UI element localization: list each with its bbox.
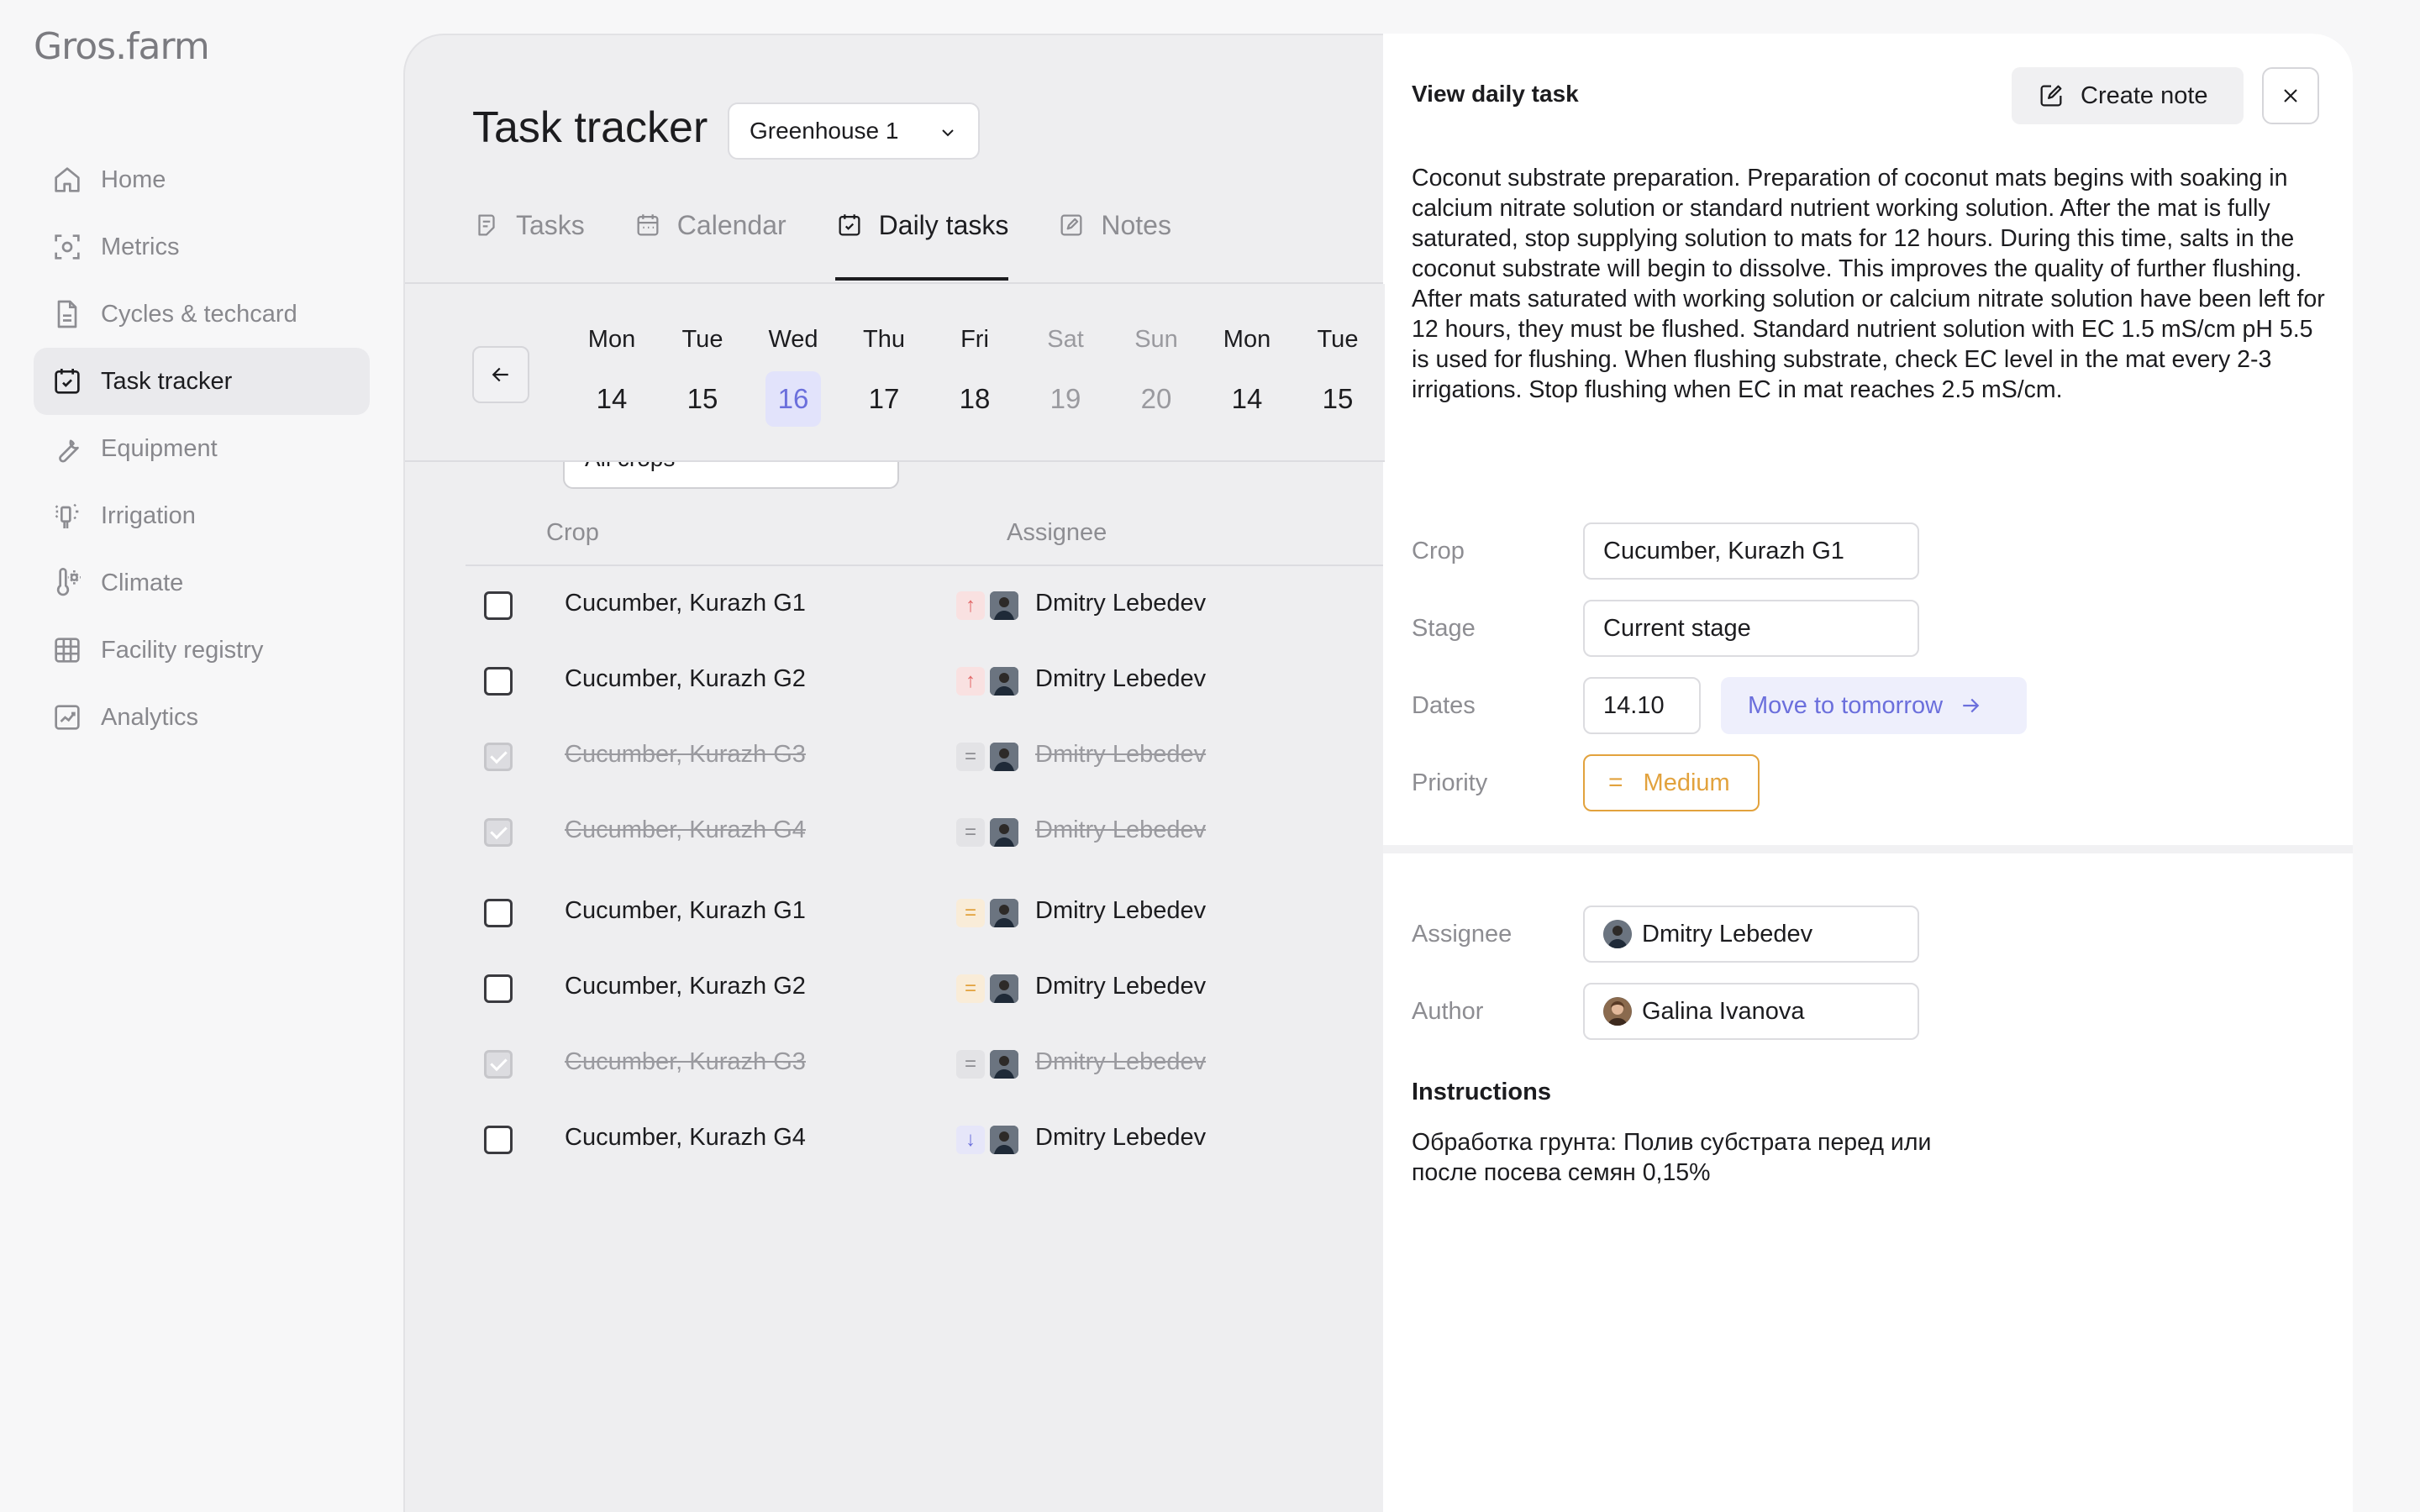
sidebar-item-facility-registry[interactable] — [34, 617, 370, 684]
calendar-icon — [634, 211, 662, 239]
date-strip — [405, 284, 1385, 462]
table-row[interactable] — [466, 951, 1385, 1026]
assignee-label: Assignee — [1412, 921, 1512, 948]
table-row[interactable] — [466, 875, 1385, 951]
table-row-completed[interactable] — [466, 1026, 1385, 1102]
day-name: Sun — [1134, 326, 1178, 353]
table-row[interactable] — [466, 568, 1385, 643]
sidebar-item-climate[interactable] — [34, 549, 370, 617]
sidebar-item-analytics[interactable] — [34, 684, 370, 751]
crop-label: Crop — [1412, 538, 1465, 564]
instructions-title: Instructions — [1412, 1079, 1551, 1105]
priority-medium-icon: = — [956, 899, 985, 927]
day-date: 20 — [1140, 383, 1172, 414]
column-header-crop[interactable]: Crop — [546, 519, 599, 546]
day-cell[interactable] — [669, 326, 736, 427]
create-note-label: Create note — [2081, 81, 2208, 109]
prev-week-button[interactable] — [472, 346, 529, 403]
crop-cell: Cucumber, Kurazh G4 — [565, 1124, 806, 1151]
crop-cell: Cucumber, Kurazh G3 — [565, 741, 806, 768]
day-name: Fri — [960, 326, 989, 353]
priority-medium-icon: = — [1608, 769, 1623, 796]
assignee-cell: Dmitry Lebedev — [1035, 1124, 1207, 1151]
stage-field-value: Current stage — [1603, 614, 1751, 642]
table-row-completed[interactable] — [466, 719, 1385, 795]
task-description: Coconut substrate preparation. Preparation of coconut mats begins with soaking in calcium nitrate solution or standard nutrient working solution. After the mat is fully saturated, stop supplying solution to mats for 12 hours. During this time, salts in the coconut substrate will begin to dissolve. This improves the quality of further flushing. After mats saturated with working solution or calcium nitrate solution have been left for 12 hours, they must be flushed. Standard nutrient solution with EC 1.5 mS/cm pH 5.5 is used for flushing. When flushing substrate, check EC level in the mat every 2-3 irrigations. Stop flushing when EC in mat reaches 2.5 mS/cm. — [1412, 165, 2325, 403]
day-date: 18 — [959, 383, 991, 414]
day-date: 15 — [1322, 383, 1354, 414]
sidebar-nav — [34, 146, 370, 751]
greenhouse-select[interactable] — [728, 102, 980, 160]
task-checkbox[interactable] — [484, 974, 513, 1003]
dates-label: Dates — [1412, 692, 1476, 719]
day-date: 16 — [765, 371, 821, 427]
avatar — [990, 818, 1018, 847]
task-checkbox-checked[interactable] — [484, 1050, 513, 1079]
priority-label: Priority — [1412, 769, 1488, 796]
calendar-check-icon — [835, 211, 864, 239]
sidebar-item-label: Metrics — [101, 233, 180, 260]
day-cell[interactable] — [1304, 326, 1371, 427]
day-name: Mon — [1223, 326, 1271, 353]
chevron-down-icon — [938, 123, 958, 143]
day-name: Tue — [681, 326, 723, 353]
day-name: Sat — [1047, 326, 1084, 353]
daily-task-panel — [1383, 34, 2353, 1512]
arrow-left-icon — [488, 362, 513, 387]
create-note-button[interactable] — [2012, 67, 2244, 124]
priority-medium-icon: = — [956, 818, 985, 847]
date-field[interactable] — [1583, 677, 1701, 734]
stage-field[interactable] — [1583, 600, 1919, 657]
greenhouse-select-value: Greenhouse 1 — [750, 118, 899, 144]
grid-icon — [50, 633, 84, 667]
table-row[interactable] — [466, 643, 1385, 719]
crop-cell: Cucumber, Kurazh G3 — [565, 1048, 806, 1075]
metrics-icon — [50, 230, 84, 264]
tab-label: Calendar — [676, 209, 786, 240]
author-field-value: Galina Ivanova — [1642, 997, 1805, 1025]
day-name: Mon — [587, 326, 636, 353]
crop-field-value: Cucumber, Kurazh G1 — [1603, 537, 1844, 564]
sidebar-item-label: Task tracker — [101, 367, 233, 395]
avatar — [1603, 997, 1632, 1026]
avatar — [990, 1050, 1018, 1079]
thermometer-sun-icon — [50, 566, 84, 600]
day-cell[interactable] — [941, 326, 1008, 427]
sidebar-item-label: Climate — [101, 569, 184, 596]
avatar — [990, 974, 1018, 1003]
tab-label: Tasks — [516, 209, 585, 240]
tasks-icon — [472, 211, 501, 239]
priority-medium-icon: = — [956, 743, 985, 771]
tab-daily-tasks[interactable] — [835, 195, 1009, 255]
crop-field[interactable] — [1583, 522, 1919, 580]
assignee-cell: Dmitry Lebedev — [1035, 973, 1207, 1000]
priority-select[interactable] — [1583, 754, 1760, 811]
priority-medium-icon: = — [956, 1050, 985, 1079]
move-to-tomorrow-button[interactable] — [1721, 677, 2027, 734]
table-row-completed[interactable] — [466, 795, 1385, 870]
tab-label: Daily tasks — [878, 209, 1009, 240]
tab-notes[interactable] — [1057, 195, 1171, 255]
avatar — [990, 1126, 1018, 1154]
day-date: 19 — [1050, 383, 1081, 414]
assignee-cell: Dmitry Lebedev — [1035, 897, 1207, 924]
table-row[interactable] — [466, 1102, 1385, 1178]
instructions-text: Обработка грунта: Полив субстрата перед или после посева семян 0,15% — [1412, 1129, 1932, 1186]
column-header-assignee[interactable]: Assignee — [1007, 519, 1107, 546]
author-field[interactable] — [1583, 983, 1919, 1040]
avatar — [990, 591, 1018, 620]
priority-medium-icon: = — [956, 974, 985, 1003]
priority-low-icon: ↓ — [956, 1126, 985, 1154]
author-label: Author — [1412, 998, 1484, 1025]
arrow-right-icon — [1958, 693, 1983, 718]
task-checkbox[interactable] — [484, 1126, 513, 1154]
avatar — [1603, 920, 1632, 948]
assignee-cell: Dmitry Lebedev — [1035, 665, 1207, 692]
wrench-icon — [50, 432, 84, 465]
task-checkbox-checked[interactable] — [484, 818, 513, 847]
crop-cell: Cucumber, Kurazh G4 — [565, 816, 806, 843]
sidebar-item-label: Irrigation — [101, 501, 196, 529]
tab-label: Notes — [1101, 209, 1171, 240]
day-cell[interactable] — [850, 326, 918, 427]
assignee-field-value: Dmitry Lebedev — [1642, 920, 1813, 948]
table-header-divider — [466, 564, 1385, 566]
edit-note-icon — [1057, 211, 1086, 239]
task-checkbox[interactable] — [484, 591, 513, 620]
sidebar-item-metrics[interactable] — [34, 213, 370, 281]
close-panel-button[interactable] — [2262, 67, 2319, 124]
day-cell[interactable] — [1213, 326, 1281, 427]
assignee-field[interactable] — [1583, 906, 1919, 963]
edit-note-icon — [2037, 81, 2065, 110]
crop-cell: Cucumber, Kurazh G2 — [565, 973, 806, 1000]
avatar — [990, 667, 1018, 696]
crop-cell: Cucumber, Kurazh G1 — [565, 897, 806, 924]
document-icon — [50, 297, 84, 331]
sidebar-item-label: Home — [101, 165, 166, 193]
day-date: 15 — [687, 383, 718, 414]
sprinkler-icon — [50, 499, 84, 533]
app-logo: Gros.farm — [34, 25, 209, 68]
sidebar-item-irrigation[interactable] — [34, 482, 370, 549]
day-name: Tue — [1317, 326, 1359, 353]
sidebar-item-home[interactable] — [34, 146, 370, 213]
day-date: 14 — [1231, 383, 1263, 414]
stage-label: Stage — [1412, 615, 1476, 642]
priority-high-icon: ↑ — [956, 591, 985, 620]
assignee-cell: Dmitry Lebedev — [1035, 816, 1207, 843]
day-date: 14 — [596, 383, 628, 414]
panel-title: View daily task — [1412, 81, 1579, 107]
avatar — [990, 743, 1018, 771]
section-divider — [1383, 845, 2353, 853]
day-cell-selected[interactable] — [760, 326, 827, 427]
task-checkbox[interactable] — [484, 667, 513, 696]
crop-cell: Cucumber, Kurazh G1 — [565, 590, 806, 617]
sidebar-item-cycles[interactable] — [34, 281, 370, 348]
task-checkbox-checked[interactable] — [484, 743, 513, 771]
day-name: Thu — [863, 326, 905, 353]
sidebar-item-label: Cycles & techcard — [101, 300, 297, 328]
close-icon — [2279, 84, 2302, 108]
sidebar-item-label: Facility registry — [101, 636, 264, 664]
day-name: Wed — [768, 326, 818, 353]
crop-cell: Cucumber, Kurazh G2 — [565, 665, 806, 692]
priority-value: Medium — [1643, 769, 1730, 796]
assignee-cell: Dmitry Lebedev — [1035, 590, 1207, 617]
chart-line-icon — [50, 701, 84, 734]
day-cell[interactable] — [1032, 326, 1099, 427]
sidebar-item-equipment[interactable] — [34, 415, 370, 482]
sidebar-item-task-tracker[interactable] — [34, 348, 370, 415]
sidebar-item-label: Equipment — [101, 434, 218, 462]
assignee-cell: Dmitry Lebedev — [1035, 741, 1207, 768]
calendar-check-icon — [50, 365, 84, 398]
tab-calendar[interactable] — [634, 195, 786, 255]
tab-tasks[interactable] — [472, 195, 585, 255]
sidebar-item-label: Analytics — [101, 703, 199, 731]
avatar — [990, 899, 1018, 927]
day-cell[interactable] — [578, 326, 645, 427]
priority-high-icon: ↑ — [956, 667, 985, 696]
date-field-value: 14.10 — [1603, 691, 1665, 719]
task-checkbox[interactable] — [484, 899, 513, 927]
assignee-cell: Dmitry Lebedev — [1035, 1048, 1207, 1075]
view-tabs — [472, 195, 1220, 284]
home-icon — [50, 163, 84, 197]
page-title: Task tracker — [472, 103, 708, 152]
day-date: 17 — [868, 383, 900, 414]
move-to-tomorrow-label: Move to tomorrow — [1748, 691, 1944, 719]
day-cell[interactable] — [1123, 326, 1190, 427]
